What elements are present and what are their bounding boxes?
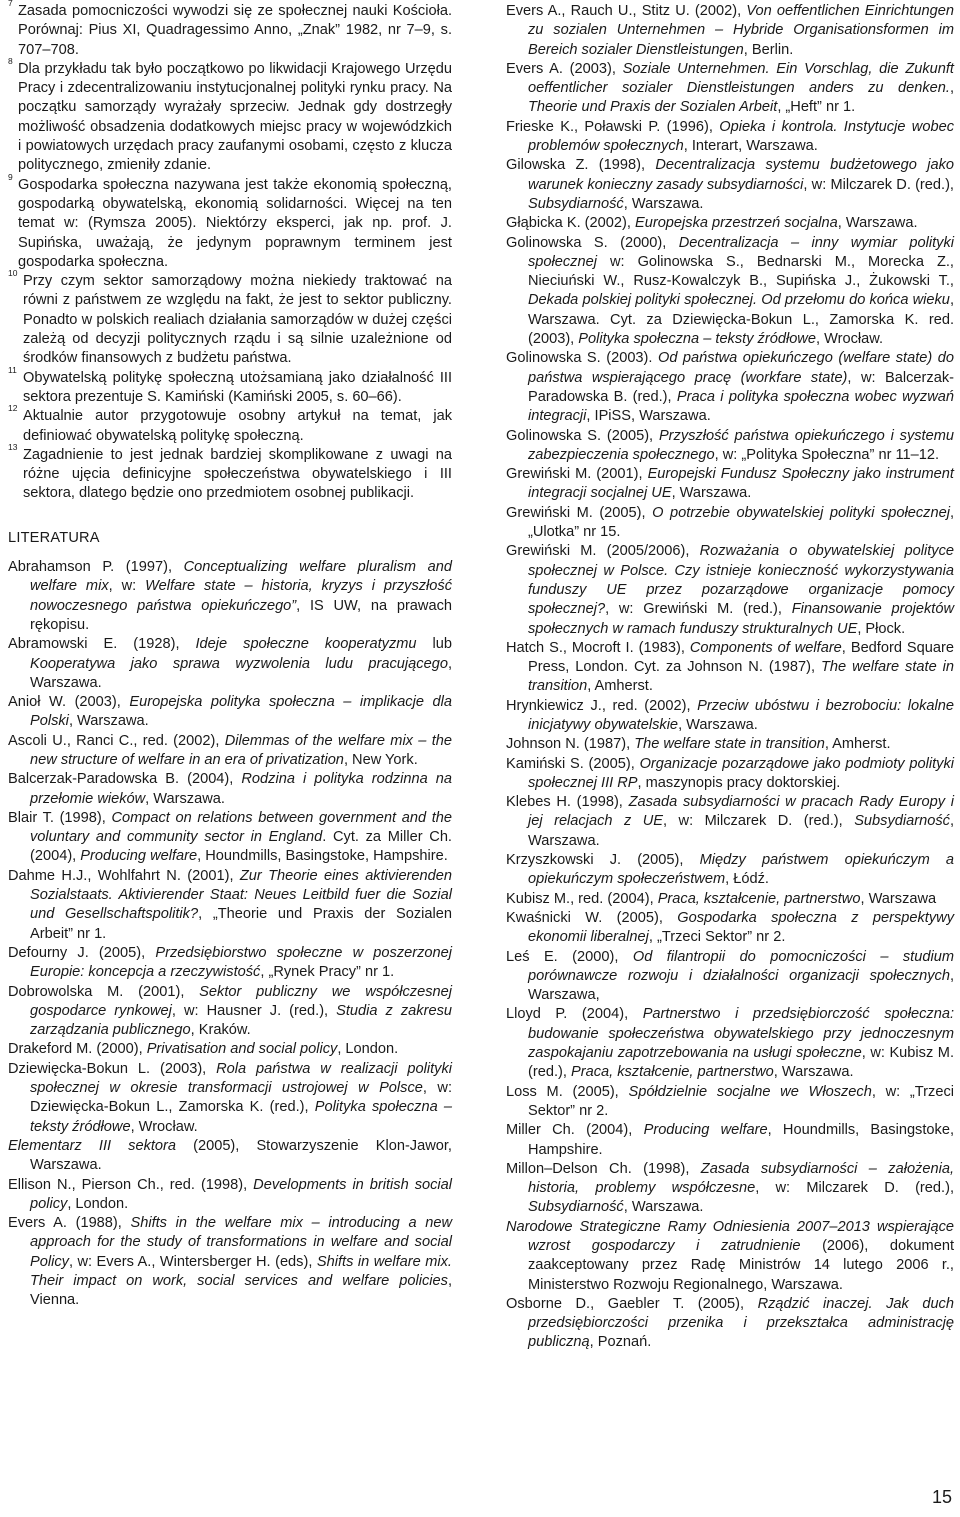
- reference-entry: [506, 851, 954, 890]
- reference-entry: [506, 793, 954, 851]
- reference-text: Osborne D., Gaebler T. (2005),: [506, 1295, 758, 1312]
- reference-title: Conceptualizing welfare pluralism and welfare mix: [30, 559, 453, 595]
- reference-entry: [506, 60, 954, 118]
- reference-text: , Wrocław.: [815, 331, 884, 348]
- reference-title: Rozważania o obywatelskiej polityce społecznej w Polsce. Czy istnieje konieczność wykorzystywania funduszy UE przez pozarządowe organizacje pomocy społecznej?: [528, 543, 954, 618]
- reference-entry: [506, 1083, 954, 1122]
- reference-text: Hatch S., Mocroft I. (1983),: [506, 639, 690, 656]
- reference-text: Evers A. (2003),: [506, 60, 623, 77]
- reference-title: Przedsiębiorstwo społeczne w poszerzonej Europie: koncepcja a rzeczywistość: [30, 944, 452, 981]
- reference-text: , Warszawa.: [671, 485, 752, 502]
- reference-entry: [8, 732, 452, 771]
- reference-text: Abrahamson P. (1997),: [8, 559, 184, 576]
- reference-text: Evers A. (1988),: [8, 1215, 131, 1232]
- reference-text: Grewiński M. (2005/2006),: [506, 543, 700, 560]
- reference-text: Dahme H.J., Wohlfahrt N. (2001),: [8, 867, 240, 884]
- right-column: [506, 2, 954, 1353]
- reference-entry: [8, 983, 452, 1041]
- reference-text: , Amherst.: [824, 736, 891, 753]
- reference-text: (2005), Stowarzyszenie Klon-Jawor, Warszawa.: [30, 1137, 452, 1174]
- reference-text: Grewiński M. (2005),: [506, 504, 653, 521]
- reference-text: Krzyszkowski J. (2005),: [506, 852, 700, 869]
- reference-text: , Warszawa.: [678, 716, 758, 733]
- reference-text: , Warszawa.: [145, 790, 225, 807]
- footnote-text: Aktualnie autor przygotowuje osobny artykuł na temat, jak definiować obywatelską politykę społeczną.: [23, 408, 452, 444]
- reference-title: Zasada subsydiarności w pracach Rady Europy i jej relacjach z UE: [528, 794, 954, 830]
- reference-text: , Warszawa,: [528, 967, 954, 1004]
- reference-text: , w: Grewiński M. (red.),: [605, 601, 792, 618]
- left-column: [8, 2, 452, 1311]
- reference-text: , „Rynek Pracy” nr 1.: [260, 964, 395, 981]
- reference-title: Opieka i kontrola. Instytucje wobec problemów społecznych: [528, 118, 954, 155]
- reference-title: Rola państwa w realizacji polityki społecznej w okresie transformacji ustrojowej w Polsce: [30, 1060, 452, 1097]
- reference-text: , Warszawa.: [30, 655, 452, 691]
- reference-entry: [8, 1137, 452, 1176]
- reference-title: Decentralizacja – inny wymiar polityki społecznej: [528, 234, 954, 270]
- reference-text: ,: [949, 80, 954, 97]
- reference-title: Dekada polskiej polityki społecznej. Od przełomu do końca wieku: [528, 292, 950, 309]
- reference-title: Welfare state – historia, kryzys i przyszłość nowoczesnego państwa opiekuńczego”: [30, 578, 453, 614]
- reference-text: , Warszawa. Cyt. za Dziewięcka-Bokun L., Zamorska K. red. (2003),: [528, 292, 954, 348]
- reference-text: Blair T. (1998),: [8, 809, 112, 826]
- reference-title: Od filantropii do pomocniczości – studium porównawcze rozwoju i działalności organizacji społecznych: [528, 948, 954, 984]
- reference-text: Głąbicka K. (2002),: [506, 215, 635, 232]
- reference-entry: [506, 1160, 954, 1218]
- reference-entry: [8, 1214, 452, 1310]
- reference-title: Von oeffentlichen Einrichtungen zu sozialen Unternehmen – Hybride Organisationsformen im Bereich sozialer Dienstleistungen: [528, 3, 954, 58]
- reference-text: Klebes H. (1998),: [506, 794, 629, 811]
- reference-text: , „Ulotka” nr 15.: [528, 504, 954, 541]
- reference-title: Praca i polityka społeczna wobec wyzwań integracji: [528, 388, 954, 425]
- reference-title: Polityka społeczna – teksty źródłowe: [578, 331, 816, 348]
- reference-text: Millon–Delson Ch. (1998),: [506, 1160, 701, 1177]
- reference-title: Praca, kształcenie, partnerstwo: [570, 1064, 774, 1081]
- reference-entry: [506, 639, 954, 697]
- reference-text: , Warszawa.: [68, 713, 149, 730]
- reference-text: , Bedford Square Press, London. Cyt. za Johnson N. (1987),: [528, 639, 954, 676]
- reference-title: Spółdzielnie socjalne we Włoszech: [628, 1083, 872, 1100]
- reference-title: Elementarz III sektora: [8, 1137, 177, 1154]
- reference-text: , Warszawa.: [773, 1064, 854, 1081]
- reference-entry: [8, 1040, 452, 1059]
- reference-title: Subsydiarność: [528, 1199, 624, 1216]
- reference-text: Balcerzak-Paradowska B. (2004),: [8, 771, 242, 788]
- reference-entry: [8, 635, 452, 693]
- reference-entry: [506, 890, 954, 909]
- reference-entry: [506, 504, 954, 543]
- reference-title: Między państwem opiekuńczym a opiekuńczym społeczeństwem: [528, 852, 955, 888]
- reference-title: Soziale Unternehmen. Ein Vorschlag, die Zukunft oeffentlicher sozialer Dienstleistungen anders zu denken.: [528, 60, 954, 97]
- reference-text: Anioł W. (2003),: [8, 694, 130, 711]
- footnote-number: 10: [8, 268, 18, 279]
- reference-text: Ellison N., Pierson Ch., red. (1998),: [8, 1176, 254, 1193]
- reference-text: , Poznań.: [589, 1334, 652, 1351]
- reference-text: Miller Ch. (2004),: [506, 1122, 644, 1139]
- reference-text: Dobrowolska M. (2001),: [8, 983, 200, 1000]
- reference-entry: [506, 755, 954, 794]
- footnote: [8, 441, 452, 504]
- reference-text: , w: Milczarek D. (red.),: [663, 813, 855, 830]
- reference-text: , IPiSS, Warszawa.: [586, 408, 711, 425]
- reference-text: Drakeford M. (2000),: [8, 1041, 147, 1058]
- reference-title: Przeciw ubóstwu i bezrobociu: lokalne inicjatywy obywatelskie: [528, 697, 954, 733]
- reference-text: Evers A., Rauch U., Stitz U. (2002),: [506, 3, 747, 19]
- reference-text: Lloyd P. (2004),: [506, 1006, 643, 1023]
- footnote-text: Obywatelską politykę społeczną utożsamianą jako działalność III sektora prezentuje S. Kamiński (Kamiński 2005, s. 60–66).: [23, 369, 452, 405]
- reference-text: , w: Evers A., Wintersberger H. (eds),: [68, 1253, 317, 1270]
- footnote: [8, 171, 452, 272]
- reference-text: Golinowska S. (2005),: [506, 427, 659, 444]
- reference-text: , Vienna.: [30, 1273, 452, 1309]
- reference-text: Frieske K., Poławski P. (1996),: [506, 118, 720, 135]
- reference-entry: [8, 770, 452, 809]
- reference-title: Producing welfare: [80, 848, 198, 865]
- reference-title: Sektor publiczny we współczesnej gospodarce rynkowej: [30, 983, 452, 1019]
- reference-text: Kamiński S. (2005),: [506, 755, 640, 772]
- reference-title: Przyszłość państwa opiekuńczego i systemu zabezpieczenia społecznego: [528, 427, 954, 463]
- footnote-number: 11: [8, 364, 17, 375]
- footnote-text: Zasada pomocniczości wywodzi się ze społecznej nauki Kościoła. Porównaj: Pius XI, Quadragessimo Anno, „Znak” 1982, nr 7–9, s. 707–708.: [18, 3, 452, 58]
- reference-title: Components of welfare: [689, 639, 842, 656]
- reference-text: Kwaśnicki W. (2005),: [506, 909, 678, 926]
- reference-text: , Łódź.: [725, 871, 769, 888]
- reference-entry: [8, 944, 452, 983]
- reference-title: Producing welfare: [643, 1122, 768, 1139]
- reference-text: lub: [416, 636, 452, 653]
- reference-list-right: [506, 2, 954, 1353]
- reference-title: Organizacje pozarządowe jako podmioty polityki społecznej III RP: [528, 755, 954, 791]
- reference-title: Partnerstwo i przedsiębiorczość społeczna: budowanie społeczeństwa obywatelskiego przy jednoczesnym zaspokajaniu zapotrzebowania na usługi społeczne: [528, 1006, 955, 1062]
- reference-text: Gilowska Z. (1998),: [506, 157, 656, 174]
- footnote: [8, 364, 452, 408]
- reference-list-left: [8, 558, 452, 1311]
- reference-entry: [8, 809, 452, 867]
- reference-entry: [506, 1121, 954, 1160]
- reference-text: Leś E. (2000),: [506, 948, 633, 965]
- reference-title: Compact on relations between government and the voluntary and community sector in England: [30, 809, 453, 846]
- reference-entry: [506, 427, 954, 466]
- footnote-number: 7: [8, 0, 13, 8]
- reference-text: , „Heft” nr 1.: [777, 99, 856, 116]
- footnote-text: Gospodarka społeczna nazywana jest także ekonomią społeczną, gospodarką obywatelską, ekonomią solidarności. Więcej na ten temat w: (Rymsza 2005). Niektórzy eksperci, jak np. prof. J. Supińska, uważają, że jedynym poprawnym terminem jest gospodarka społeczna.: [18, 176, 452, 270]
- reference-text: Kubisz M., red. (2004),: [506, 890, 658, 907]
- reference-entry: [506, 948, 954, 1006]
- reference-text: , w: Dziewięcka-Bokun L., Zamorska K. (red.),: [30, 1080, 452, 1116]
- reference-title: Europejska polityka społeczna – implikacje dla Polski: [30, 694, 452, 730]
- reference-text: w: Golinowska S., Bednarski M., Morecka Z., Nieciuński W., Rusz-Kowalczyk B., Supińska J., Żukowski T.,: [528, 253, 954, 290]
- reference-entry: [506, 697, 954, 736]
- reference-entry: [506, 118, 954, 157]
- reference-text: , w: „Trzeci Sektor” nr 2.: [528, 1083, 954, 1119]
- reference-entry: [8, 867, 452, 944]
- reference-title: Narodowe Strategiczne Ramy Odniesienia 2007–2013 wspierające wzrost gospodarczy i zatrudnienie: [506, 1218, 954, 1254]
- reference-title: Kooperatywa jako sprawa wyzwolenia ludu pracującego: [30, 655, 448, 672]
- references-heading: LITERATURA: [8, 529, 100, 546]
- footnote-number: 9: [8, 171, 13, 182]
- reference-text: Golinowska S. (2000),: [506, 234, 679, 251]
- footnote: [8, 268, 452, 368]
- reference-text: , Płock.: [857, 620, 906, 637]
- reference-text: , Houndmills, Basingstoke, Hampshire.: [197, 848, 448, 865]
- reference-text: , „Trzeci Sektor” nr 2.: [648, 929, 786, 946]
- reference-text: Grewiński M. (2001),: [506, 466, 648, 483]
- reference-text: , Kraków.: [190, 1022, 251, 1039]
- reference-text: , w: „Polityka Społeczna” nr 11–12.: [714, 446, 940, 463]
- reference-text: Abramowski E. (1928),: [8, 636, 196, 653]
- reference-title: Shifts in the welfare mix – introducing a new approach for the study of transformations in welfare and social Policy: [30, 1215, 452, 1270]
- reference-title: Praca, kształcenie, partnerstwo: [657, 890, 861, 907]
- footnote-text: Przy czym sektor samorządowy można niekiedy traktować na równi z państwem ze względu na fakt, że jest to sektor publiczny. Ponadto w polskich realiach działania samorządów w dużej części zależą od decyzji politycznych rządu i są silnie uzależnione od środków finansowych z budżetu państwa.: [23, 273, 452, 367]
- reference-text: , „Theorie und Praxis der Sozialen Arbeit” nr 1.: [30, 906, 452, 942]
- reference-text: , Warszawa.: [623, 195, 704, 212]
- reference-text: , w: Kubisz M. (red.),: [528, 1045, 954, 1081]
- reference-entry: [506, 234, 954, 350]
- reference-entry: [8, 558, 452, 635]
- footnote-number: 12: [8, 403, 18, 414]
- reference-title: The welfare state in transition: [634, 736, 825, 753]
- reference-entry: [506, 156, 954, 214]
- reference-title: Subsydiarność: [854, 813, 950, 830]
- footnote-text: Zagadnienie to jest jednak bardziej skomplikowane z uwagi na różne ujęcia definicyjne społeczeństwa obywatelskiego i III sektora, dlatego będzie ono przedmiotem osobnej publikacji.: [23, 446, 452, 502]
- reference-text: , Houndmills, Basingstoke, Hampshire.: [528, 1122, 954, 1158]
- reference-title: Studia z zakresu zarządzania publicznego: [30, 1002, 452, 1039]
- reference-text: , Warszawa.: [837, 215, 918, 232]
- reference-text: Hrynkiewicz J., red. (2002),: [506, 697, 698, 714]
- reference-title: Decentralizacja systemu budżetowego jako warunek konieczny zasady subsydiarności: [528, 157, 954, 193]
- reference-text: , Warszawa.: [528, 813, 954, 849]
- reference-title: O potrzebie obywatelskiej polityki społecznej: [652, 504, 950, 521]
- reference-text: Golinowska S. (2003).: [506, 350, 658, 367]
- reference-text: , London.: [337, 1041, 399, 1058]
- reference-entry: [506, 214, 954, 233]
- footnote-number: 13: [8, 441, 18, 452]
- footnote-number: 8: [8, 55, 13, 66]
- reference-text: , w:: [108, 578, 146, 595]
- reference-text: , Warszawa.: [623, 1199, 704, 1216]
- reference-text: , New York.: [343, 751, 418, 768]
- reference-text: , w: Hausner J. (red.),: [171, 1002, 337, 1019]
- reference-title: Finansowanie projektów społecznych w ramach funduszy strukturalnych UE: [528, 601, 955, 637]
- reference-entry: [506, 2, 954, 60]
- reference-text: , Warszawa: [860, 890, 937, 907]
- reference-title: Polityka społeczna – teksty źródłowe: [30, 1099, 452, 1135]
- footnote: [8, 2, 452, 60]
- reference-title: Zur Theorie eines aktivierenden Sozialstaats. Aktivierender Staat: Neues Leitbild fuer die Sozial und Gesellschaftspolitik?: [30, 867, 452, 923]
- reference-entry: [506, 1005, 954, 1082]
- reference-title: Ideje społeczne kooperatyzmu: [195, 636, 417, 653]
- reference-text: , w: Milczarek D. (red.),: [803, 176, 954, 193]
- reference-text: , Amherst.: [587, 678, 653, 695]
- reference-title: Od państwa opiekuńczego (welfare state) do państwa wspierającego pracę (workfare state): [528, 350, 954, 386]
- page-number: 15: [931, 1487, 952, 1507]
- reference-title: Privatisation and social policy: [146, 1041, 338, 1058]
- reference-title: Europejski Fundusz Społeczny jako instrument integracji socjalnej UE: [528, 466, 954, 502]
- reference-title: Theorie und Praxis der Sozialen Arbeit: [528, 99, 778, 116]
- reference-title: Developments in british social policy: [30, 1176, 452, 1212]
- reference-text: , w: Milczarek D. (red.),: [755, 1180, 954, 1197]
- reference-entry: [506, 735, 954, 754]
- reference-text: Johnson N. (1987),: [506, 736, 635, 753]
- reference-title: Subsydiarność: [528, 195, 624, 212]
- reference-text: Defourny J. (2005),: [8, 944, 156, 961]
- reference-title: Rządzić inaczej. Jak duch przedsiębiorczości przenika i przekształca administrację publiczną: [528, 1295, 954, 1351]
- reference-text: Loss M. (2005),: [506, 1083, 629, 1100]
- reference-text: , Interart, Warszawa.: [683, 138, 818, 155]
- footnote: [8, 55, 452, 176]
- reference-text: , w: Balcerzak-Paradowska B. (red.),: [528, 369, 954, 405]
- reference-entry: [8, 693, 452, 732]
- reference-text: , IS UW, na prawach rękopisu.: [30, 597, 452, 633]
- reference-text: . Cyt. za Miller Ch. (2004),: [30, 829, 452, 865]
- reference-title: Zasada subsydiarności – założenia, historia, problemy współczesne: [528, 1160, 955, 1197]
- reference-text: Dziewięcka-Bokun L. (2003),: [8, 1060, 217, 1077]
- footnote: [8, 403, 452, 446]
- reference-text: , Berlin.: [743, 41, 794, 58]
- reference-entry: [8, 1060, 452, 1137]
- footnote-text: Dla przykładu tak było początkowo po likwidacji Krajowego Urzędu Pracy i zdecentralizowaniu instytucjonalnej polityki rynku pracy. Na początku samorządy wyrażały sprzeciw. Jednak gdy dostrzegły możliwość obsadzenia dodatkowych miejsc pracy w wojewódzkich i powiatowych urzędach pracy zaufanymi osobami, często z klucza politycznego, zmieniły zdanie.: [18, 60, 452, 174]
- reference-title: The welfare state in transition: [528, 659, 954, 695]
- reference-entry: [506, 1218, 954, 1295]
- reference-entry: [506, 1295, 954, 1353]
- reference-title: Shifts in welfare mix. Their impact on work, social services and welfare policies: [30, 1253, 452, 1289]
- reference-title: Gospodarka społeczna z perspektywy ekonomii liberalnej: [528, 909, 954, 946]
- reference-entry: [506, 909, 954, 948]
- reference-entry: [506, 542, 954, 638]
- reference-entry: [506, 349, 954, 426]
- reference-text: , Wrocław.: [130, 1118, 198, 1135]
- reference-text: , London.: [67, 1195, 129, 1212]
- reference-text: Ascoli U., Ranci C., red. (2002),: [8, 732, 225, 749]
- reference-title: Rodzina i polityka rodzinna na przełomie wieków: [30, 771, 453, 807]
- reference-title: Dilemmas of the welfare mix – the new structure of welfare in an era of privatization: [30, 732, 452, 768]
- reference-entry: [506, 465, 954, 504]
- reference-entry: [8, 1176, 452, 1215]
- reference-text: , maszynopis pracy doktorskiej.: [637, 774, 841, 791]
- reference-text: (2006), dokument zaakceptowany przez Radę Ministrów 14 lutego 2006 r., Ministerstwo Rozwoju Regionalnego, Warszawa.: [528, 1238, 954, 1293]
- reference-title: Europejska przestrzeń socjalna: [634, 215, 838, 232]
- footnotes: [8, 2, 452, 504]
